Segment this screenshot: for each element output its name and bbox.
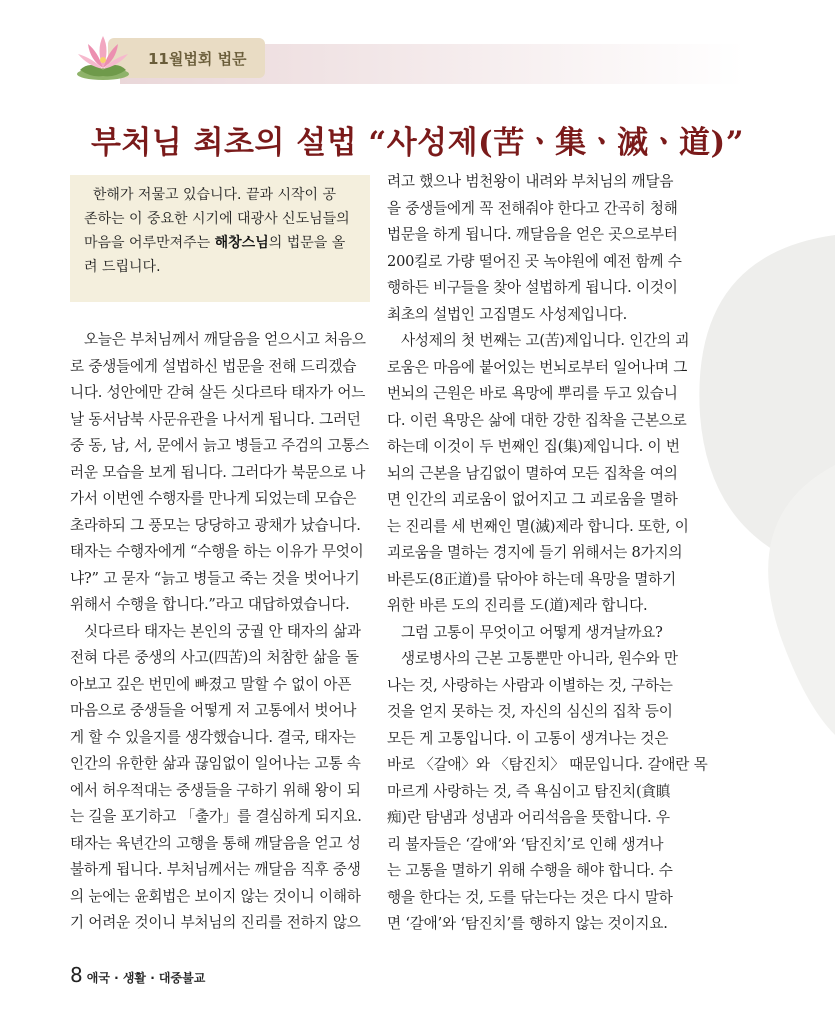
body-text-line: 러운 모습을 보게 됩니다. 그러다가 북문으로 나 — [70, 463, 366, 481]
page-footer — [70, 963, 205, 987]
body-text-line: 에서 허우적대는 중생들을 구하기 위해 왕이 되 — [70, 781, 361, 799]
body-text-line: 바른도(8正道)를 닦아야 하는데 욕망을 멸하기 — [387, 570, 676, 588]
body-text-line: 로 중생들에게 설법하신 법문을 전해 드리겠습 — [70, 357, 357, 375]
body-text-line: 최초의 설법인 고집멸도 사성제입니다. — [387, 305, 628, 323]
intro-box — [70, 175, 370, 302]
section-label-text: 11월법회 법문 — [148, 49, 247, 68]
body-text-line: 다. 이런 욕망은 삶에 대한 강한 집착을 근본으로 — [387, 411, 687, 429]
body-text-line: 전혀 다른 중생의 사고(四苦)의 처참한 삶을 돌 — [70, 649, 359, 666]
body-text-line: 괴로움을 멸하는 경지에 들기 위해서는 8가지의 — [387, 544, 683, 561]
body-text-line: 가서 이번엔 수행자를 만나게 되었는데 모습은 — [70, 490, 357, 507]
body-text-line: 려고 했으나 범천왕이 내려와 부처님의 깨달음 — [387, 173, 674, 190]
body-text-line: 게 할 수 있을지를 생각했습니다. 결국, 태자는 — [70, 728, 356, 746]
intro-line: 존하는 이 중요한 시기에 대광사 신도님들의 — [84, 211, 350, 227]
body-text-line: 것을 얻지 못하는 것, 자신의 심신의 집착 등이 — [387, 703, 673, 720]
intro-line: 한해가 저물고 있습니다. 끝과 시작이 공 — [92, 187, 336, 203]
body-text-line: 나는 것, 사랑하는 사람과 이별하는 것, 구하는 — [387, 676, 673, 694]
body-text-line: 위한 바른 도의 진리를 도(道)제라 합니다. — [387, 597, 648, 614]
body-text-line: 불하게 됩니다. 부처님께서는 깨달음 직후 중생 — [70, 861, 361, 878]
body-text-line: 그럼 고통이 무엇이고 어떻게 생겨날까요? — [401, 623, 663, 641]
body-text-line: 중 동, 남, 서, 문에서 늙고 병들고 주검의 고통스 — [70, 437, 369, 454]
body-text-line: 모든 게 고통입니다. 이 고통이 생겨나는 것은 — [387, 729, 669, 747]
body-text-line: 는 진리를 세 번째인 멸(滅)제라 합니다. 또한, 이 — [387, 517, 689, 535]
body-text-line: 의 눈에는 윤회법은 보이지 않는 것이니 이해하 — [70, 887, 361, 905]
speaker-name: 해창스님 — [214, 235, 269, 251]
body-text-line: 냐?” 고 묻자 “늙고 병들고 죽는 것을 벗어나기 — [70, 569, 360, 587]
body-text-line: 면 인간의 괴로움이 없어지고 그 괴로움을 멸하 — [387, 491, 678, 508]
body-text-line: 인간의 유한한 삶과 끊임없이 일어나는 고통 속 — [70, 755, 361, 772]
body-text-line: 200킬로 가량 떨어진 곳 녹야원에 예전 함께 수 — [387, 252, 682, 270]
body-text-line: 리 불자들은 ‘갈애’와 ‘탐진치’로 인해 생겨나 — [387, 835, 664, 853]
intro-line: 마음을 어루만져주는 해창스님의 법문을 올 — [84, 235, 346, 251]
article-title: 부처님 최초의 설법 “사성제(苦ㆍ集ㆍ滅ㆍ道)” — [90, 125, 745, 161]
body-text-line: 을 중생들에게 꼭 전해줘야 한다고 간곡히 청해 — [387, 199, 678, 217]
body-text-line: 痴)란 탐냄과 성냄과 어리석음을 뜻합니다. 우 — [387, 809, 670, 826]
body-text-line: 위해서 수행을 합니다.”라고 대답하였습니다. — [70, 596, 350, 613]
lotus-icon — [70, 30, 136, 84]
body-text-line: 초라하되 그 풍모는 당당하고 광채가 났습니다. — [70, 516, 361, 534]
body-text-line: 아보고 깊은 번민에 빠졌고 말할 수 없이 아픈 — [70, 675, 352, 693]
body-text-line: 면 ‘갈애’와 ‘탐진치’를 행하지 않는 것이지요. — [387, 915, 668, 932]
body-text-line: 하는데 이것이 두 번째인 집(集)제입니다. 이 번 — [387, 438, 680, 455]
intro-line: 려 드립니다. — [84, 259, 161, 275]
page-number: 8 — [70, 963, 83, 987]
body-text-line: 뇌의 근본을 남김없이 멸하여 모든 집착을 여의 — [387, 464, 678, 482]
body-text-line: 마음으로 중생들을 어떻게 저 고통에서 벗어나 — [70, 702, 357, 719]
body-text-line: 태자는 육년간의 고행을 통해 깨달음을 얻고 성 — [70, 834, 361, 852]
body-text-line: 니다. 성안에만 갇혀 살든 싯다르타 태자가 어느 — [70, 384, 366, 401]
publication-name: 애국 · 생활 · 대중불교 — [86, 971, 206, 985]
body-text-line: 로움은 마음에 붙어있는 번뇌로부터 일어나며 그 — [387, 358, 688, 376]
body-text-line: 바로 〈갈애〉와 〈탐진치〉 때문입니다. 갈애란 목 — [387, 756, 708, 773]
body-text-line: 행하든 비구들을 찾아 설법하게 됩니다. 이것이 — [387, 279, 678, 296]
body-text-line: 마르게 사랑하는 것, 즉 욕심이고 탐진치(貪瞋 — [387, 782, 671, 800]
body-text-line: 번뇌의 근원은 바로 욕망에 뿌리를 두고 있습니 — [387, 385, 678, 402]
body-text-line: 사성제의 첫 번째는 고(苦)제입니다. 인간의 괴 — [401, 332, 690, 349]
body-text-line: 행을 한다는 것, 도를 닦는다는 것은 다시 말하 — [387, 888, 673, 906]
body-text-line: 태자는 수행자에게 “수행을 하는 이유가 무엇이 — [70, 543, 364, 560]
body-text-line: 는 길을 포기하고 「출가」를 결심하게 되지요. — [70, 808, 362, 825]
body-text-line: 날 동서남북 사문유관을 나서게 됩니다. 그러던 — [70, 410, 361, 428]
body-text-line: 기 어려운 것이니 부처님의 진리를 전하지 않으 — [70, 914, 361, 931]
body-text-line: 싯다르타 태자는 본인의 궁궐 안 태자의 삶과 — [84, 622, 361, 640]
body-text-line: 법문을 하게 됩니다. 깨달음을 얻은 곳으로부터 — [387, 226, 678, 243]
body-text-line: 오늘은 부처님께서 깨달음을 얻으시고 처음으 — [84, 331, 366, 348]
body-text-line: 는 고통을 멸하기 위해 수행을 해야 합니다. 수 — [387, 862, 673, 879]
body-text-line: 생로병사의 근본 고통뿐만 아니라, 원수와 만 — [401, 650, 678, 667]
